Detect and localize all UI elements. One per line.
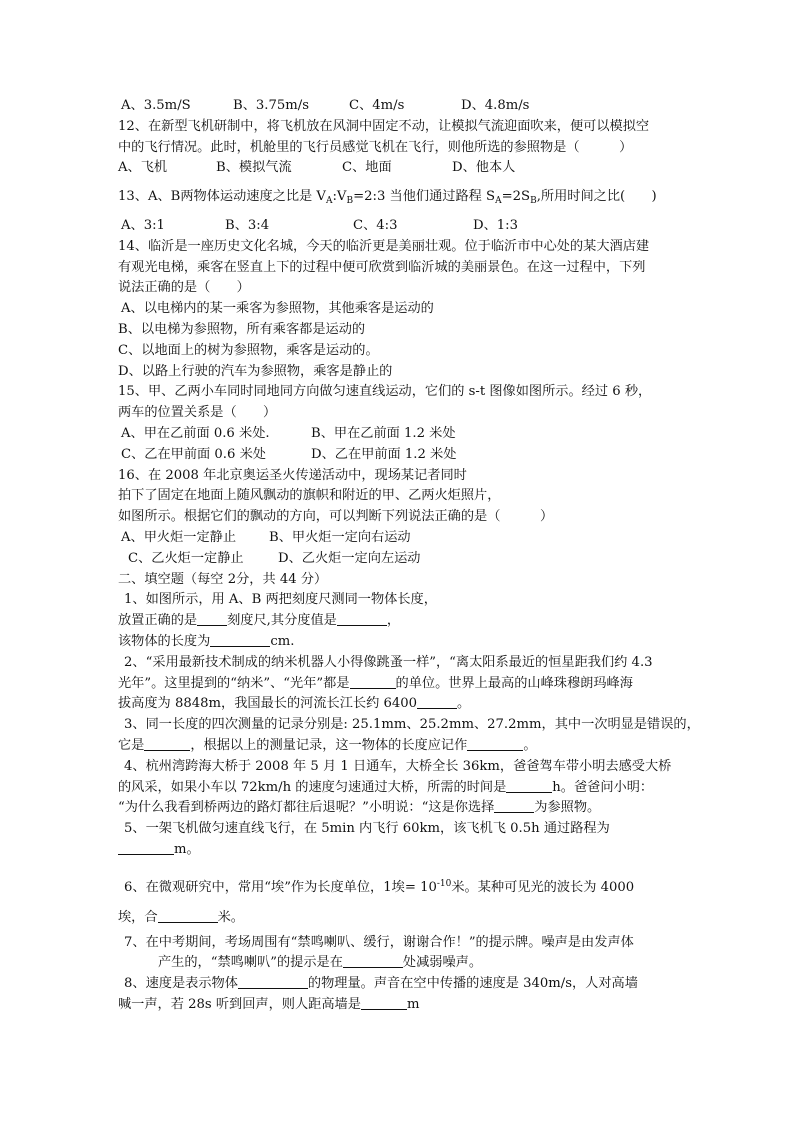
f2-text-d: 。	[457, 696, 471, 712]
q13-option-b: B、3:4	[225, 217, 270, 233]
f6-line-1	[118, 873, 678, 903]
q12-option-c: C、地面	[342, 160, 392, 176]
q16-option-c: C、乙火炬一定静止	[128, 550, 244, 566]
f1-blank-1[interactable]	[197, 611, 227, 626]
f3-line-1: 3、同一长度的四次测量的记录分别是: 25.1mm、25.2mm、27.2mm，其中一次明显是错误的，	[124, 717, 700, 733]
f7-text-b: 处减弱噪声。	[402, 955, 483, 971]
f6-text-b: 米。某种可见光的波长为 4000	[451, 879, 635, 895]
q16-option-b: B、甲火炬一定向右运动	[269, 529, 411, 545]
q13-options	[118, 216, 678, 237]
f3-blank-2[interactable]	[467, 736, 523, 751]
f6-text-d: 米。	[217, 909, 244, 925]
f8-text-a: 8、速度是表示物体	[124, 976, 238, 992]
f8-blank-1[interactable]	[238, 974, 308, 989]
f6-blank-1[interactable]	[158, 908, 218, 923]
f2-line-2	[118, 674, 678, 695]
f1-line-2	[118, 611, 678, 632]
q12-options	[118, 158, 678, 179]
q14-line-1: 14、临沂是一座历史文化名城，今天的临沂更是美丽壮观。位于临沂市中心处的某大酒店建	[118, 238, 650, 254]
f7-blank-1[interactable]	[118, 954, 158, 968]
f3-line-2	[118, 736, 678, 757]
q13-sub-b: B	[346, 196, 354, 207]
f6-line-2	[118, 903, 678, 933]
q15-options-row-1	[118, 424, 678, 445]
f4-text-c: “为什么我看到桥两边的路灯都往后退呢？”小明说：“这是你选择	[118, 800, 495, 816]
f8-line-1	[118, 974, 678, 995]
q14-option-a: A、以电梯内的某一乘客为参照物，其他乘客是运动的	[121, 301, 434, 317]
f6-text-c: 埃，合	[118, 909, 158, 925]
q16-options-row-1	[118, 528, 678, 549]
f3-text-c: 。	[523, 737, 537, 753]
q12-line-2: 中的飞行情况。此时，机舱里的飞行员感觉飞机在飞行，则他所选的参照物是（ ）	[118, 139, 633, 155]
f2-blank-1[interactable]	[350, 674, 396, 689]
f7-line-2	[118, 953, 678, 974]
q13-sub-b2: B	[530, 196, 537, 207]
f8-line-2	[118, 995, 678, 1016]
q16-options-row-2	[118, 549, 678, 570]
f4-blank-1[interactable]	[506, 778, 552, 793]
q16-option-d: D、乙火炬一定向左运动	[278, 550, 421, 566]
q11-option-a: A、3.5m/S	[121, 98, 191, 113]
q15-option-d: D、乙在甲前面 1.2 米处	[311, 446, 457, 462]
f5-line-1: 5、一架飞机做匀速直线飞行，在 5min 内飞行 60km，该飞机飞 0.5h 通过路程为	[124, 821, 610, 837]
f3-blank-1[interactable]	[144, 736, 190, 751]
f4-text-b: h。爸爸问小明：	[552, 779, 654, 795]
f4-blank-2[interactable]	[494, 798, 534, 813]
f8-text-c: 喊一声，若 28s 听到回声，则人距高墙是	[118, 997, 361, 1013]
f2-text-a: 光年”。这里提到的“纳米”、“光年”都是	[118, 675, 350, 691]
f7-line-1: 7、在中考期间，考场周围有“禁鸣喇叭、缓行，谢谢合作！”的提示牌。噪声是由发声体	[124, 934, 634, 950]
q14-line-3: 说法正确的是（ ）	[118, 280, 250, 296]
q16-line-3: 如图所示。根据它们的飘动的方向，可以判断下列说法正确的是（ ）	[118, 509, 554, 525]
f6-text-a: 6、在微观研究中，常用“埃”作为长度单位，1埃= 10	[124, 879, 437, 895]
f4-line-3	[118, 798, 678, 819]
q13-stem	[118, 187, 678, 208]
q13-stem-eq: =2S	[501, 189, 531, 205]
f2-text-b: 的单位。世界上最高的山峰珠穆朗玛峰海	[395, 675, 633, 691]
f5-blank-1[interactable]	[118, 840, 174, 855]
q11-option-b: B、3.75m/s	[233, 98, 309, 113]
q13-ratio-mid: :V	[332, 189, 347, 205]
q15-option-b: B、甲在乙前面 1.2 米处	[311, 425, 456, 441]
q13-stem-suffix: ,所用时间之比( )	[536, 189, 657, 205]
f1-text-c: ，	[386, 613, 401, 629]
q16-option-a: A、甲火炬一定静止	[121, 529, 237, 545]
f4-text-a: 的风采，如果小车以 72km/h 的速度匀速通过大桥，所需的时间是	[118, 779, 507, 795]
f8-text-b: 的物理量。声音在空中传播的速度是 340m/s，人对高墙	[307, 976, 638, 992]
q12-option-d: D、他本人	[452, 160, 516, 176]
f3-text-a: 它是	[118, 737, 145, 753]
q13-sub-a: A	[325, 196, 333, 207]
f4-line-2	[118, 778, 678, 799]
q15-line-1: 15、甲、乙两小车同时同地同方向做匀速直线运动，它们的 s-t 图像如图所示。经过 6 秒，	[118, 384, 652, 400]
worksheet-page	[118, 96, 700, 1016]
q15-option-a: A、甲在乙前面 0.6 米处.	[121, 425, 270, 441]
f1-text-e: cm.	[270, 633, 295, 649]
q12-line-1: 12、在新型飞机研制中，将飞机放在风洞中固定不动，让模拟气流迎面吹来，便可以模拟空	[118, 118, 650, 134]
q15-options-row-2	[118, 445, 678, 466]
f2-blank-2[interactable]	[417, 694, 457, 709]
q13-stem-mid: =2:3 当他们通过路程 S	[353, 189, 496, 205]
section-2-title: 二、填空题（每空 2分，共 44 分）	[118, 571, 328, 587]
f1-line-1: 1、如图所示，用 A、B 两把刻度尺测同一物体长度，	[124, 592, 437, 608]
q12-option-b: B、模拟气流	[216, 160, 292, 176]
q13-sub-a2: A	[495, 196, 502, 207]
q16-line-1: 16、在 2008 年北京奥运圣火传递活动中，现场某记者同时	[118, 467, 467, 483]
f4-line-1: 4、杭州湾跨海大桥于 2008 年 5 月 1 日通车，大桥全长 36km，爸爸驾车带小明去感受大桥	[124, 758, 672, 774]
q14-line-2: 有观光电梯，乘客在竖直上下的过程中便可欣赏到临沂城的美丽景色。在这一过程中，下列	[118, 259, 646, 275]
q11-option-c: C、4m/s	[349, 98, 405, 113]
q11-option-d: D、4.8m/s	[461, 98, 530, 113]
q13-stem-prefix: 13、A、B两物体运动速度之比是 V	[118, 189, 326, 205]
q12-option-a: A、飞机	[118, 160, 168, 176]
f7-blank-2[interactable]	[343, 953, 403, 968]
q13-option-a: A、3:1	[121, 217, 165, 233]
f1-blank-3[interactable]	[210, 632, 270, 647]
f1-text-a: 放置正确的是	[118, 613, 198, 629]
f2-line-1: 2、“采用最新技术制成的纳米机器人小得像跳蚤一样”，“离太阳系最近的恒星距我们约 4.3	[124, 654, 653, 670]
f1-text-b: 刻度尺,其分度值是	[227, 613, 337, 629]
q13-option-d: D、1:3	[473, 217, 518, 233]
f1-blank-2[interactable]	[337, 611, 387, 626]
q13-option-c: C、4:3	[353, 217, 398, 233]
f6-exponent: -10	[436, 878, 452, 889]
f7-text-a: 产生的，“禁鸣喇叭”的提示是在	[158, 955, 343, 971]
q15-option-c: C、乙在甲前面 0.6 米处	[121, 446, 266, 462]
q15-line-2: 两车的位置关系是（ ）	[118, 405, 277, 421]
q16-line-2: 拍下了固定在地面上随风飘动的旗帜和附近的甲、乙两火炬照片，	[118, 488, 501, 504]
f3-text-b: ，根据以上的测量记录，这一物体的长度应记作	[190, 737, 468, 753]
f5-text-a: m。	[174, 841, 200, 857]
q14-option-c: C、以地面上的树为参照物，乘客是运动的。	[118, 342, 379, 358]
f4-text-d: 为参照物。	[534, 800, 601, 816]
q11-options	[118, 96, 678, 117]
q14-option-b: B、以电梯为参照物，所有乘客都是运动的	[118, 321, 366, 337]
f2-line-3	[118, 694, 678, 715]
f1-line-3	[118, 632, 678, 653]
f1-text-d: 该物体的长度为	[118, 633, 211, 649]
f8-text-d: m	[406, 997, 420, 1013]
f5-line-2	[118, 840, 678, 861]
f2-text-c: 拔高度为 8848m，我国最长的河流长江长约 6400	[118, 696, 418, 712]
q14-option-d: D、以路上行驶的汽车为参照物，乘客是静止的	[118, 363, 393, 379]
f8-blank-2[interactable]	[361, 995, 407, 1010]
